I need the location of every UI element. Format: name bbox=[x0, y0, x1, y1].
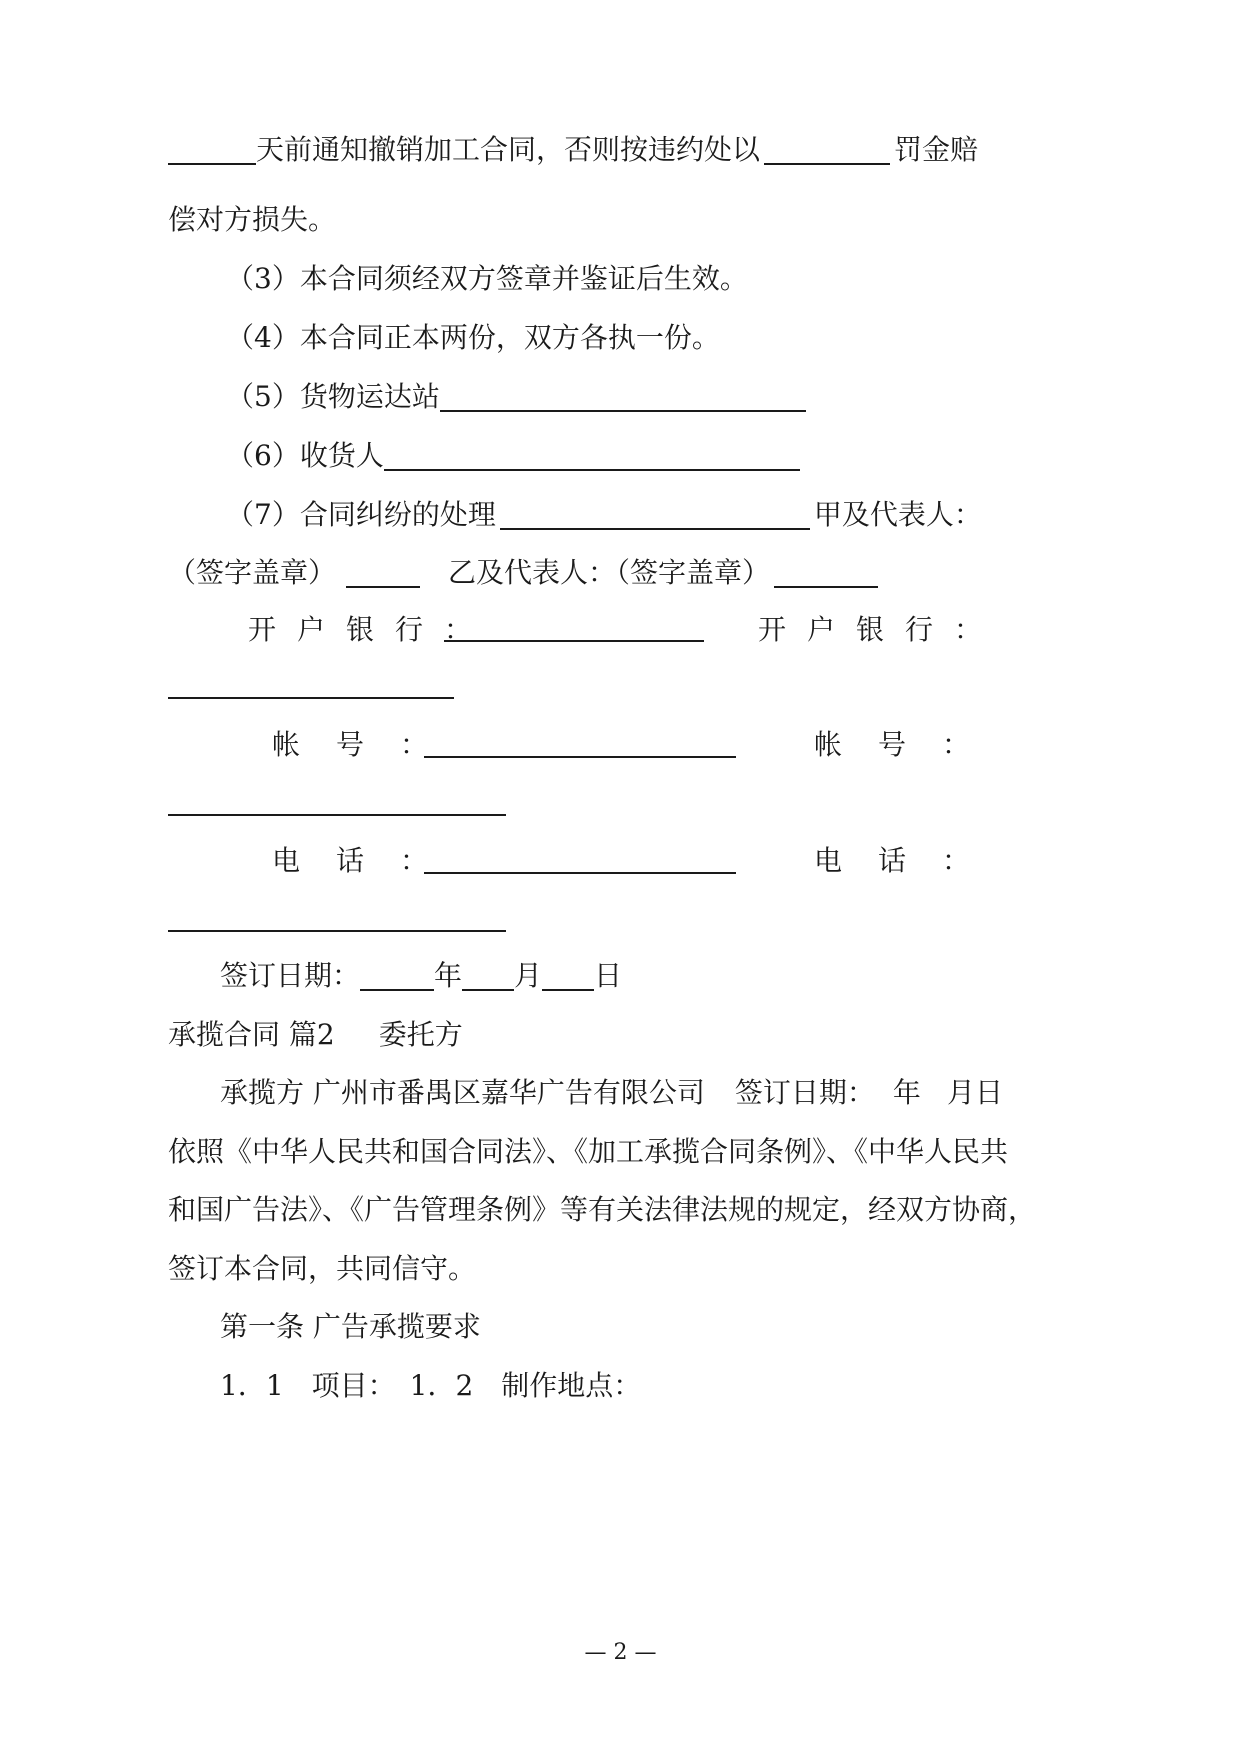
text-line bbox=[168, 130, 978, 170]
text-segment: 承揽合同 篇2 bbox=[168, 1018, 335, 1051]
signature-line bbox=[168, 553, 878, 593]
blank-underline bbox=[764, 133, 890, 165]
clause-3: （3）本合同须经双方签章并鉴证后生效。 bbox=[226, 262, 748, 295]
bank-label-left: 开户银行： bbox=[248, 613, 494, 646]
text-segment: 日 bbox=[594, 959, 623, 992]
text-segment: 年 bbox=[892, 1076, 921, 1109]
clause-4: （4）本合同正本两份，双方各执一份。 bbox=[226, 321, 720, 354]
blank-underline bbox=[424, 872, 736, 874]
paragraph-line: 和国广告法》、《广告管理条例》等有关法律法规的规定，经双方协商， bbox=[168, 1193, 1037, 1226]
account-label-right: 帐号： bbox=[814, 728, 1007, 761]
signing-date bbox=[220, 956, 622, 996]
blank-underline bbox=[168, 133, 256, 165]
blank-underline bbox=[462, 959, 514, 991]
text-segment: 委托方 bbox=[378, 1018, 463, 1051]
blank-underline bbox=[384, 439, 800, 471]
article-heading: 第一条 广告承揽要求 bbox=[220, 1310, 481, 1343]
text-segment: 月日 bbox=[946, 1076, 1003, 1109]
text-segment: （7）合同纠纷的处理 bbox=[226, 498, 496, 531]
paragraph-line: 依照《中华人民共和国合同法》、《加工承揽合同条例》、《中华人民共 bbox=[168, 1135, 1009, 1168]
text-line: 偿对方损失。 bbox=[168, 203, 337, 236]
blank-underline bbox=[500, 498, 810, 530]
text-segment: 年 bbox=[434, 959, 463, 992]
blank-underline bbox=[360, 959, 434, 991]
page-number: — 2 — bbox=[584, 1640, 657, 1665]
blank-underline bbox=[444, 640, 704, 642]
blank-underline bbox=[542, 959, 594, 991]
text-segment: 签订日期： bbox=[220, 959, 361, 992]
text-segment: 乙及代表人：（签字盖章） bbox=[448, 556, 771, 589]
blank-underline bbox=[168, 814, 506, 816]
phone-label-right: 电话： bbox=[814, 844, 1007, 877]
text-segment: 签订日期： bbox=[734, 1076, 875, 1109]
text-segment: 承揽方 广州市番禺区嘉华广告有限公司 bbox=[220, 1076, 705, 1109]
text-segment: 月 bbox=[514, 959, 543, 992]
blank-underline bbox=[168, 930, 506, 932]
clause-7 bbox=[226, 495, 982, 535]
clause-5 bbox=[226, 377, 806, 417]
text-segment: （6）收货人 bbox=[226, 439, 384, 472]
paragraph-line: 签订本合同，共同信守。 bbox=[168, 1252, 477, 1285]
blank-underline bbox=[440, 380, 806, 412]
text-segment: 甲及代表人： bbox=[813, 498, 982, 531]
text-segment: 罚金赔 bbox=[894, 133, 979, 166]
item-line: 1．1 项目： 1．2 制作地点： bbox=[220, 1369, 642, 1402]
blank-underline bbox=[774, 556, 878, 588]
blank-underline bbox=[346, 556, 420, 588]
text-segment: （签字盖章） bbox=[168, 556, 337, 589]
contractor-line bbox=[220, 1073, 1003, 1113]
clause-6 bbox=[226, 436, 800, 476]
account-label-left: 帐号： bbox=[272, 728, 465, 761]
bank-label-right: 开户银行： bbox=[758, 613, 1004, 646]
phone-label-left: 电话： bbox=[272, 844, 465, 877]
text-segment: （5）货物运达站 bbox=[226, 380, 440, 413]
text-segment: 天前通知撤销加工合同，否则按违约处以 bbox=[256, 133, 761, 166]
section-heading bbox=[168, 1015, 463, 1055]
blank-underline bbox=[168, 697, 454, 699]
blank-underline bbox=[424, 756, 736, 758]
